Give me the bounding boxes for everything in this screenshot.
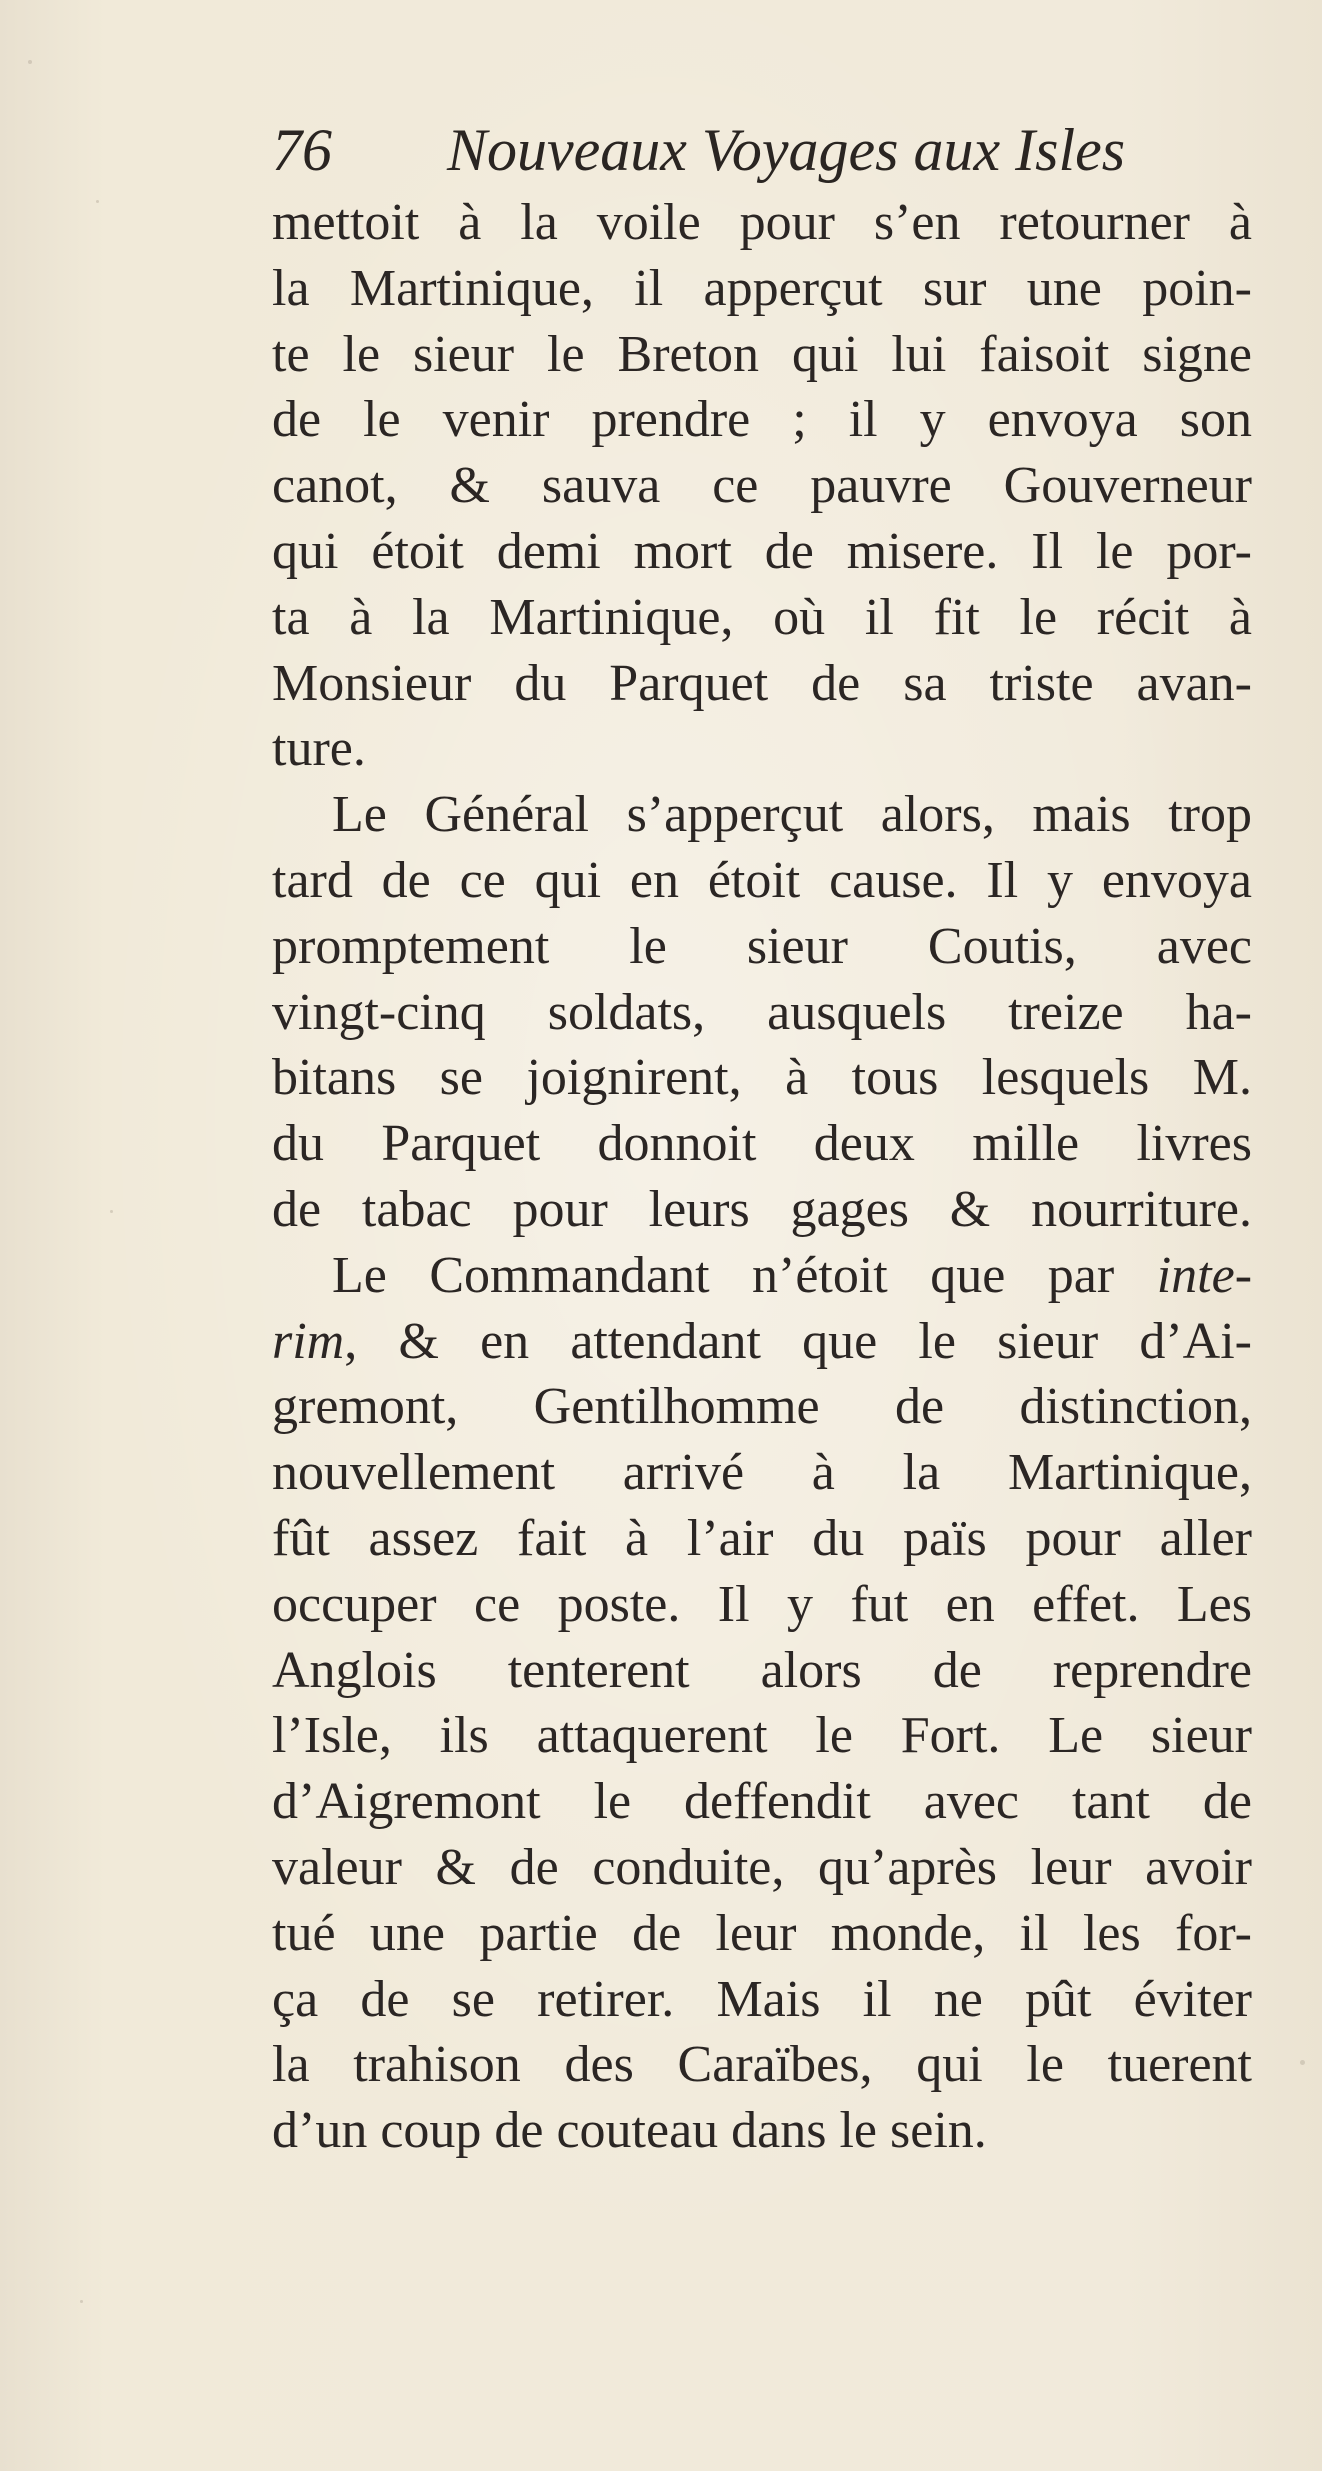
italic-word: rim [272, 1312, 345, 1370]
text-line: Monsieur du Parquet de sa triste avan- [272, 654, 1252, 712]
text-line: du Parquet donnoit deux mille livres [272, 1115, 1252, 1173]
text-line [272, 1309, 1252, 1375]
paragraph-3 [272, 1243, 1252, 2164]
text-line: qui étoit demi mort de misere. Il le por- [272, 522, 1252, 580]
text-line: vingt-cinq soldats, ausquels treize ha- [272, 983, 1252, 1041]
paragraph-2 [272, 782, 1252, 1243]
text-line: canot, & sauva ce pauvre Gouverneur [272, 457, 1252, 515]
paper-speck [80, 2300, 83, 2303]
text-line: nouvellement arrivé à la Martinique, [272, 1444, 1252, 1502]
text-line: fût assez fait à l’air du païs pour aller [272, 1509, 1252, 1567]
text-line: valeur & de conduite, qu’après leur avoir [272, 1838, 1252, 1896]
paper-speck [1300, 2060, 1305, 2065]
text-line: ça de se retirer. Mais il ne pût éviter [272, 1970, 1252, 2028]
paper-speck [110, 1210, 113, 1213]
text-line: de le venir prendre ; il y envoya son [272, 391, 1252, 449]
text-line: Anglois tenterent alors de reprendre [272, 1641, 1252, 1699]
text-line [272, 1243, 1252, 1309]
text-line: de tabac pour leurs gages & nourriture. [272, 1180, 1252, 1238]
text-line: tué une partie de leur monde, il les for- [272, 1904, 1252, 1962]
text-line: bitans se joignirent, à tous lesquels M. [272, 1049, 1252, 1107]
text-segment: , & en attendant que le sieur d’Ai- [344, 1312, 1252, 1370]
text-line: te le sieur le Breton qui lui faisoit signe [272, 325, 1252, 383]
paragraph-1 [272, 190, 1252, 782]
text-line: Le Général s’apperçut alors, mais trop [332, 786, 1252, 844]
text-line: d’Aigremont le deffendit avec tant de [272, 1773, 1252, 1831]
body-text [272, 190, 1252, 2164]
text-line: promptement le sieur Coutis, avec [272, 917, 1252, 975]
text-line: mettoit à la voile pour s’en retourner à [272, 194, 1252, 251]
running-title: Nouveaux Voyages aux Isles [447, 117, 1126, 183]
page-number: 76 [272, 117, 332, 183]
text-line: gremont, Gentilhomme de distinction, [272, 1378, 1252, 1436]
text-line: tard de ce qui en étoit cause. Il y envoya [272, 851, 1252, 909]
page-header [272, 110, 1252, 190]
text-segment: Le Commandant n’étoit que par [332, 1246, 1115, 1304]
paper-speck [28, 60, 32, 64]
text-line: la Martinique, il apperçut sur une poin- [272, 259, 1252, 317]
text-line: ture. [272, 720, 366, 778]
text-line: ta à la Martinique, où il fit le récit à [272, 588, 1252, 646]
text-line: l’Isle, ils attaquerent le Fort. Le sieur [272, 1707, 1252, 1765]
text-line: la trahison des Caraïbes, qui le tuerent [272, 2036, 1252, 2094]
paper-speck [96, 200, 99, 203]
italic-word: inte- [1156, 1246, 1253, 1304]
text-line: occuper ce poste. Il y fut en effet. Les [272, 1575, 1252, 1633]
text-line: d’un coup de couteau dans le sein. [272, 2102, 987, 2160]
